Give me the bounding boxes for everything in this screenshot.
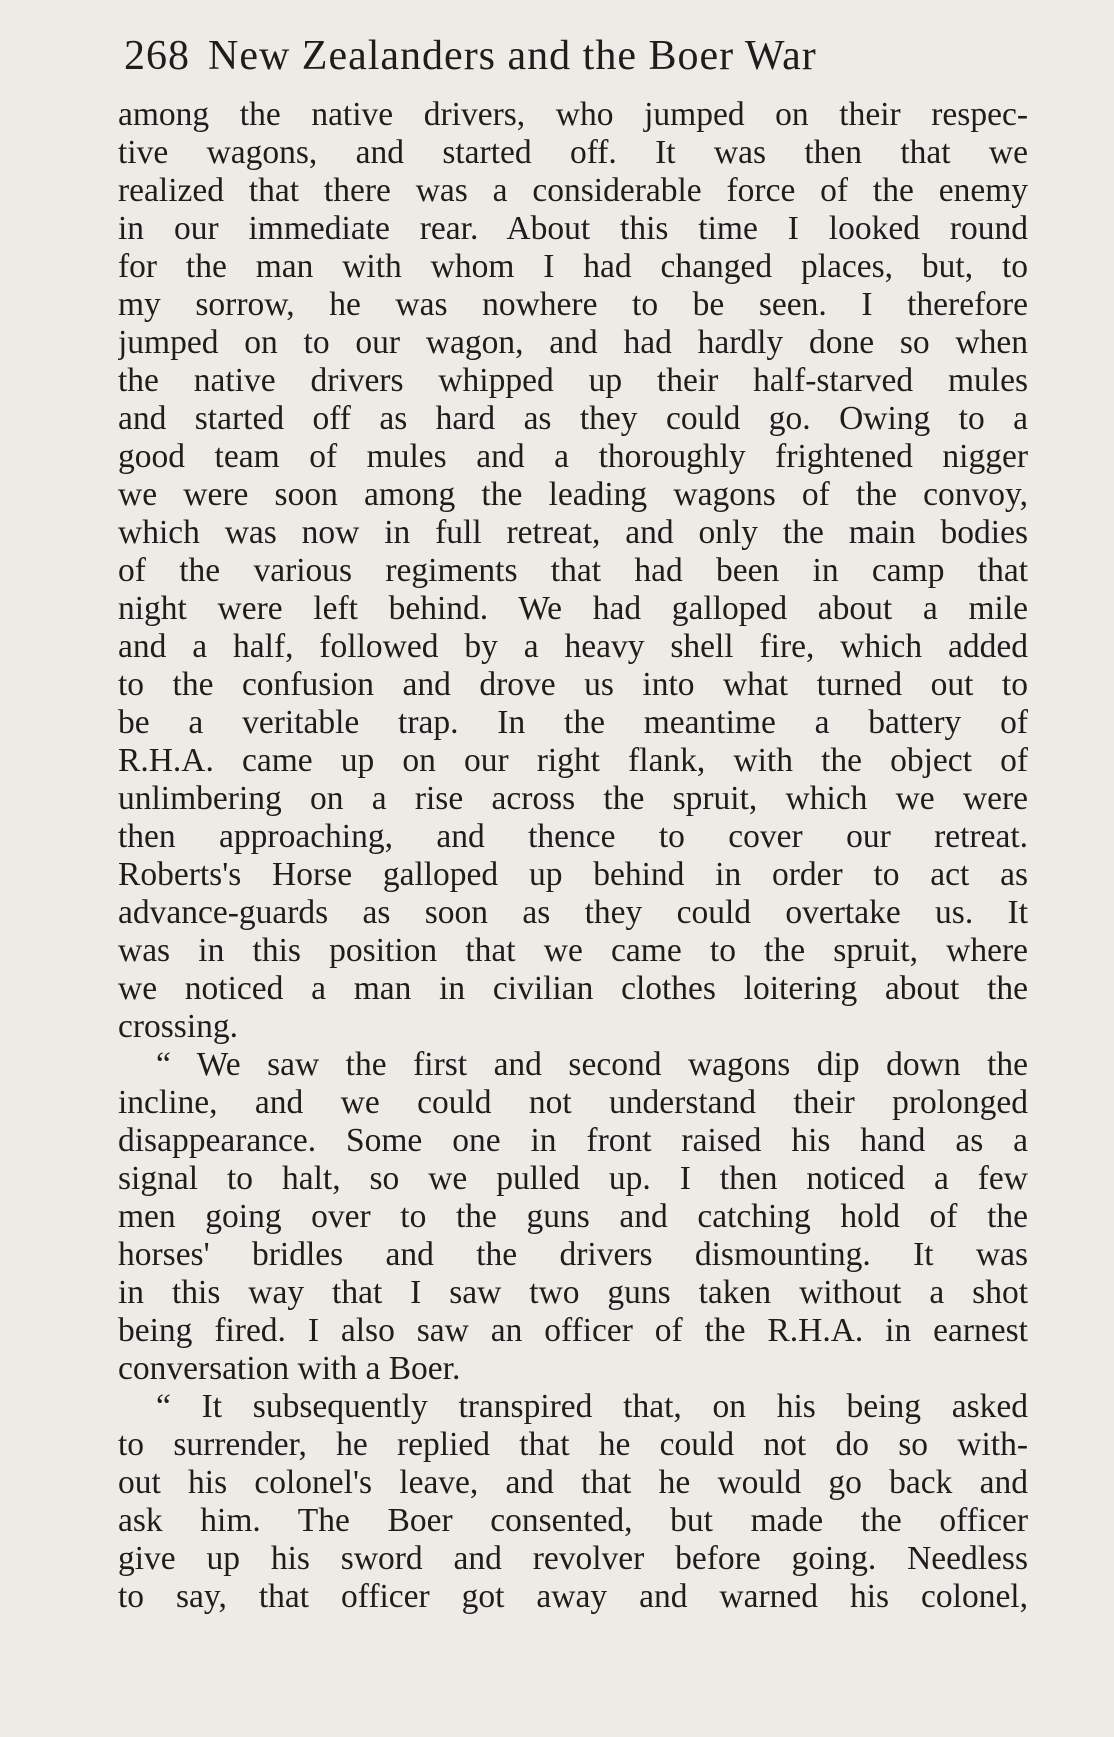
text-line: and started off as hard as they could go. Owing to a: [118, 400, 1028, 437]
text-line: then approaching, and thence to cover our retreat.: [118, 818, 1028, 855]
paragraph-end-line: crossing.: [118, 1008, 239, 1045]
text-line: being fired. I also saw an officer of the R.H.A. in earnest: [118, 1312, 1028, 1349]
text-line: we noticed a man in civilian clothes loitering about the: [118, 970, 1028, 1007]
text-line: disappearance. Some one in front raised his hand as a: [118, 1122, 1028, 1159]
text-line: be a veritable trap. In the meantime a battery of: [118, 704, 1028, 741]
text-line: give up his sword and revolver before going. Needless: [118, 1540, 1028, 1577]
text-line: and a half, followed by a heavy shell fire, which added: [118, 628, 1028, 665]
text-line: men going over to the guns and catching hold of the: [118, 1198, 1028, 1235]
text-line: night were left behind. We had galloped about a mile: [118, 590, 1028, 627]
text-line: jumped on to our wagon, and had hardly done so when: [118, 324, 1028, 361]
paragraph-start-line: “ It subsequently transpired that, on his being asked: [156, 1388, 1028, 1425]
book-title: New Zealanders and the Boer War: [208, 33, 817, 79]
text-line: in our immediate rear. About this time I looked round: [118, 210, 1028, 247]
text-line: to the confusion and drove us into what turned out to: [118, 666, 1028, 703]
page-number: 268: [124, 33, 190, 79]
text-line: to surrender, he replied that he could not do so with-: [118, 1426, 1028, 1463]
text-line: which was now in full retreat, and only the main bodies: [118, 514, 1028, 551]
text-line: realized that there was a considerable force of the enemy: [118, 172, 1028, 209]
text-line: was in this position that we came to the spruit, where: [118, 932, 1028, 969]
text-line: out his colonel's leave, and that he would go back and: [118, 1464, 1028, 1501]
text-line: we were soon among the leading wagons of the convoy,: [118, 476, 1028, 513]
text-line: my sorrow, he was nowhere to be seen. I therefore: [118, 286, 1028, 323]
text-line: good team of mules and a thoroughly frightened nigger: [118, 438, 1028, 475]
text-line: to say, that officer got away and warned his colonel,: [118, 1578, 1028, 1615]
paragraph-start-line: “ We saw the first and second wagons dip down the: [156, 1046, 1028, 1083]
text-line: horses' bridles and the drivers dismounting. It was: [118, 1236, 1028, 1273]
text-line: of the various regiments that had been in camp that: [118, 552, 1028, 589]
text-line: signal to halt, so we pulled up. I then noticed a few: [118, 1160, 1028, 1197]
text-line: for the man with whom I had changed places, but, to: [118, 248, 1028, 285]
paragraph-end-line: conversation with a Boer.: [118, 1350, 461, 1387]
running-head: [124, 28, 1004, 84]
text-line: incline, and we could not understand their prolonged: [118, 1084, 1028, 1121]
text-line: ask him. The Boer consented, but made the officer: [118, 1502, 1028, 1539]
text-line: tive wagons, and started off. It was then that we: [118, 134, 1028, 171]
text-line: in this way that I saw two guns taken without a shot: [118, 1274, 1028, 1311]
text-line: unlimbering on a rise across the spruit, which we were: [118, 780, 1028, 817]
text-line: Roberts's Horse galloped up behind in order to act as: [118, 856, 1028, 893]
text-line: among the native drivers, who jumped on their respec-: [118, 96, 1028, 133]
text-line: the native drivers whipped up their half-starved mules: [118, 362, 1028, 399]
body-text: [118, 96, 1028, 1616]
text-line: R.H.A. came up on our right flank, with the object of: [118, 742, 1028, 779]
text-line: advance-guards as soon as they could overtake us. It: [118, 894, 1028, 931]
